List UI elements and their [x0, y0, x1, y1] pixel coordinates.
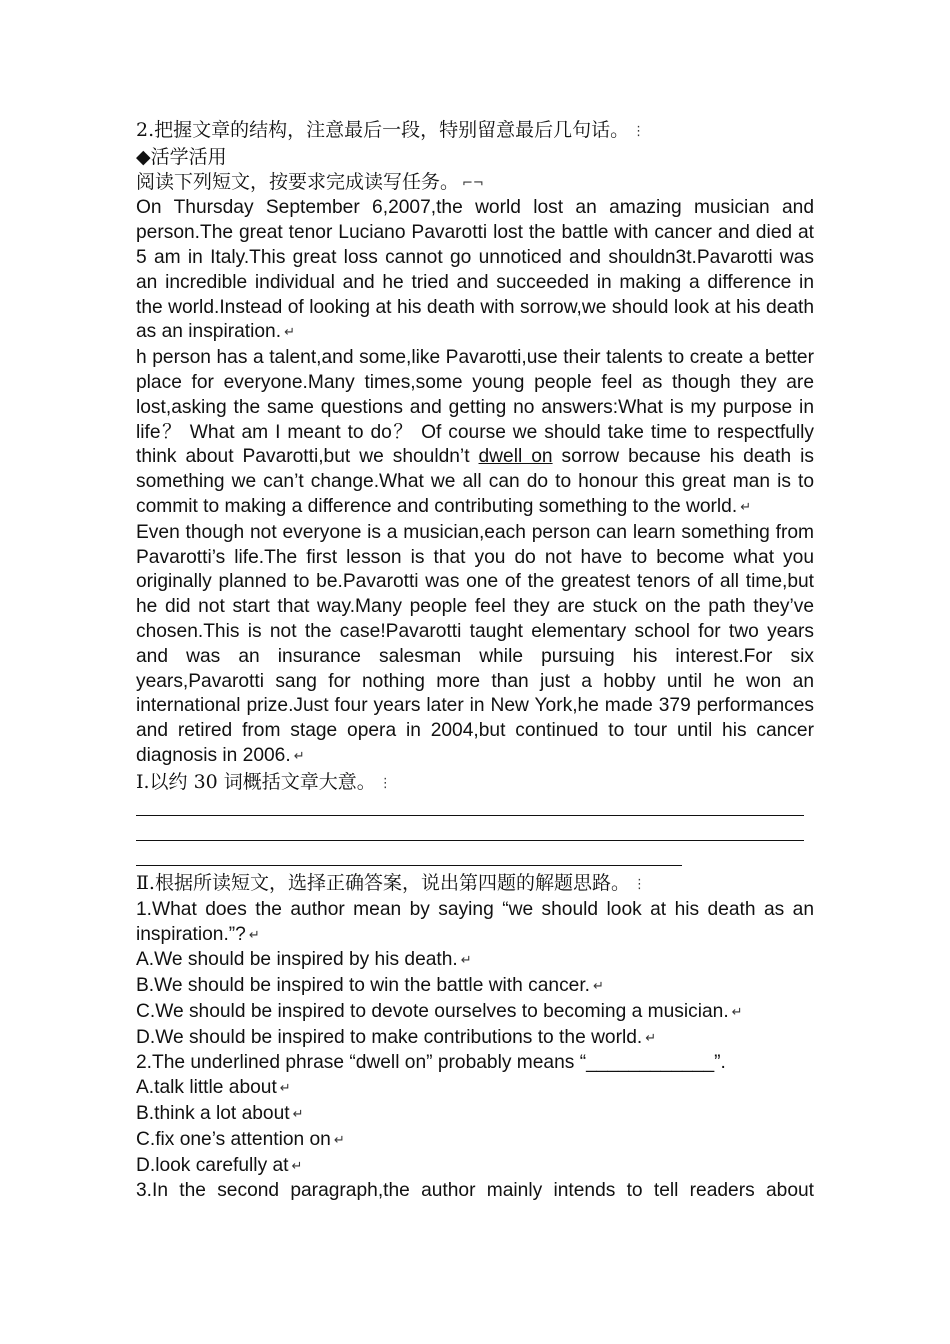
- passage-paragraph-1: On Thursday September 6,2007,the world lost an amazing musician and person.The great tenor Luciano Pavarotti lost the battle with cancer and died at 5 am in Italy.This great loss cannot go unnoticed and shouldn3t.Pavarotti was an incredible individual and he tried and succeeded in making a difference in the world.Instead of looking at his death with sorrow,we should look at his death as an inspiration. ↵: [136, 197, 814, 343]
- reading-instruction: 阅读下列短文，按要求完成读写任务。 ⌐¬: [136, 170, 484, 193]
- question-2: 2.The underlined phrase “dwell on” probably means “____________”.: [136, 1052, 726, 1074]
- paragraph-mark-icon: ↵: [248, 927, 260, 943]
- passage-paragraph-2: h person has a talent,and some,like Pavarotti,use their talents to create a better place for everyone.Many times,some young people feel as though they are lost,asking the same questions and getting no answers:What is my purpose in life？ What am I meant to do？ Of course we should take time to respectfully think about Pavarotti,but we shouldn’t dwell on sorrow because his death is something we can’t change.What we all can do to honour this great man is to commit to making a difference and contributing something to the world. ↵: [136, 347, 815, 517]
- task-2-prompt: Ⅱ.根据所读短文，选择正确答案，说出第四题的解题思路。 ⋮: [136, 871, 646, 894]
- section-heading: ◆活学活用: [136, 145, 227, 168]
- paragraph-mark-icon: ↵: [460, 953, 472, 969]
- task-1-prompt: Ⅰ.以约 30 词概括文章大意。 ⋮: [136, 770, 392, 793]
- option-item[interactable]: A.talk little about ↵: [136, 1077, 291, 1099]
- paragraph-mark-icon: ↵: [740, 499, 752, 515]
- option-item[interactable]: A.We should be inspired by his death. ↵: [136, 949, 472, 971]
- paragraph-mark-icon: ⋮: [632, 876, 646, 892]
- paragraph-mark-icon: ⌐¬: [462, 175, 484, 191]
- paragraph-mark-icon: ↵: [593, 979, 604, 995]
- option-item[interactable]: D.look carefully at ↵: [136, 1154, 303, 1176]
- passage-paragraph-3: Even though not everyone is a musician,each person can learn something from Pavarotti’s life.The first lesson is that you do not have to become what you originally planned to be.Pavarotti was one of the greatest tenors of all time,but he did not start that way.Many people feel they are stuck on the path they’ve chosen.This is not the case!Pavarotti taught elementary school for two years and was an insurance salesman while pursuing his interest.For six years,Pavarotti sang for nothing more than just a hobby until he won an international prize.Just four years later in New York,he made 379 performances and retired from stage opera in 2004,but continued to tour until his cancer diagnosis in 2006. ↵: [136, 521, 814, 766]
- paragraph-mark-icon: ↵: [293, 748, 305, 764]
- option-item[interactable]: C.We should be inspired to devote ourselves to becoming a musician. ↵: [136, 1000, 743, 1022]
- study-tip: 2.把握文章的结构，注意最后一段，特别留意最后几句话。 ⋮: [136, 119, 646, 141]
- document-page: [136, 118, 814, 1204]
- answer-line[interactable]: [136, 846, 814, 871]
- paragraph-mark-icon: ↵: [731, 1004, 743, 1020]
- answer-line[interactable]: [136, 797, 814, 822]
- option-item[interactable]: C.fix one’s attention on ↵: [136, 1128, 345, 1150]
- paragraph-mark-icon: ↵: [284, 325, 295, 341]
- paragraph-mark-icon: ↵: [333, 1132, 345, 1148]
- option-item[interactable]: D.We should be inspired to make contributions to the world. ↵: [136, 1026, 657, 1048]
- paragraph-mark-icon: ⋮: [632, 124, 646, 139]
- answer-line[interactable]: [136, 821, 814, 846]
- paragraph-mark-icon: ⋮: [378, 775, 392, 791]
- paragraph-mark-icon: ↵: [279, 1081, 291, 1097]
- paragraph-mark-icon: ↵: [645, 1030, 657, 1046]
- question-3: 3.In the second paragraph,the author mainly intends to tell readers about: [136, 1180, 814, 1202]
- underlined-phrase: dwell on: [478, 446, 553, 468]
- paragraph-mark-icon: ↵: [291, 1158, 303, 1174]
- option-item[interactable]: B.think a lot about ↵: [136, 1103, 304, 1125]
- question-1: 1.What does the author mean by saying “we should look at his death as an inspiration.”? ↵: [136, 898, 814, 945]
- paragraph-mark-icon: ↵: [292, 1107, 304, 1123]
- option-item[interactable]: B.We should be inspired to win the battle with cancer. ↵: [136, 975, 604, 997]
